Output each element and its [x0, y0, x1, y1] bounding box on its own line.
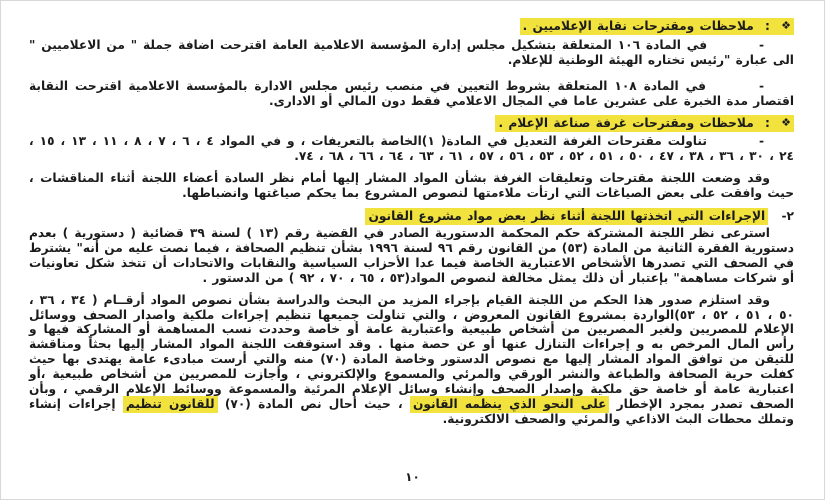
- highlighted-phrase: على النحو الذي ينظمه القانون: [410, 396, 609, 413]
- heading-separator: :: [765, 19, 770, 33]
- paragraph-text: وقد استلزم صدور هذا الحكم من اللجنة القيام بإجراء المزيد من البحث والدراسة بشأن نصوص المواد أرقــام ( ٣٤ ، ٣٦ ، ٥٠ ، ٥١ ، ٥٢ ، ٥٣)الواردة بمشروع القانون المعروض ، والتي تناولت جميعها تنظيم إجراءات ملكية واصدار الصحف ووسائل الإعلام للمصريين ولغير المصريين من أشخاص طبيعية واعتبارية عامة أو خاصة وحددت نسب المساهمة أو المشاركة فيها و رأس المال المرخص به و إجراءات التنازل عنها أو عن حصة منها . وقد استوقفت اللجنة المواد المشار إليها بحثاً ومناقشة للتيقن من توافق المواد المشار إليها مع نصوص الدستور وخاصة المادة (٧٠) منه والتي أرست مبادىء عامة يهتدى بها حيث كفلت حرية الصحافة والطباعة والنشر الورقي والمرئي والمسموع والإلكتروني ، وأجازت للمصريين من أشخاص طبيعية ،أو اعتبارية عامة أو خاصة حق ملكية وإصدار الصحف وإنشاء وسائل الإعلام المرئية والمسموعة ووسائط الإعلام الرقمي ، وبأن الصحف تصدر بمجرد الإخطار: [29, 292, 794, 411]
- dash-bullet-icon: -: [758, 37, 764, 52]
- paragraph-committee-review: وقد وضعت اللجنة مقترحات وتعليقات الغرفة بشأن المواد المشار إليها أمام نظر السادة أعضاء اللجنة أثناء المناقشات ، حيث وافقت على بعض الصياغات التي ارتأت ملاءمتها لنصوص المشروع بما يحكم صياغتها وانضباطها.: [29, 171, 794, 201]
- bullet-text-chamber-amendments: تناولت مقترحات الغرفة التعديل في المادة( ١)الخاصة بالتعريفات ، و في المواد ٤ ، ٦ ، ٧ ، ٨ ، ١١ ، ١٣ ، ١٥ ، ٢٤ ، ٣٠ ، ٣٦ ، ٣٨ ، ٤٧ ، ٥٠ ، ٥١ ، ٥٢ ، ٥٣ ، ٥٦ ، ٥٧ ، ٦١ ، ٦٣ ، ٦٤ ، ٦٦ ، ٦٨ ، ٧٤.: [29, 134, 794, 164]
- dash-bullet-icon: -: [758, 78, 765, 93]
- bullet-item-article-108: [29, 79, 794, 109]
- paragraph-text: ، حيث أحال نص المادة (٧٠): [217, 396, 410, 411]
- diamond-bullet-icon: ❖: [781, 19, 791, 32]
- heading-procedures: [29, 209, 794, 224]
- paragraph-articles-study: [29, 293, 794, 427]
- heading-chamber-notes: [29, 116, 794, 132]
- heading-separator: :: [765, 115, 770, 130]
- heading-procedures-text: الإجراءات التي اتخذتها اللجنة أثناء نظر بعض مواد مشروع القانون: [365, 208, 768, 225]
- heading-chamber-text: ملاحظات ومقترحات غرفة صناعة الإعلام .: [498, 115, 754, 130]
- bullet-text-article-106: في المادة ١٠٦ المتعلقة بتشكيل مجلس إدارة المؤسسة الاعلامية العامة اقترحت اضافة جملة " من الاعلاميين " الى عبارة "رئيس تختاره الهيئة الوطنية للإعلام.: [29, 37, 794, 67]
- bullet-item-article-106: [29, 38, 794, 68]
- paragraph-text: إجراءات إنشاء وتملك محطات البث الاذاعي والمرئي والصحف الالكترونية.: [29, 396, 794, 426]
- section-number: ٢-: [781, 209, 794, 224]
- heading-syndicate-notes: [29, 19, 794, 35]
- bullet-text-article-108: في المادة ١٠٨ المتعلقة بشروط التعيين في منصب رئيس مجلس الادارة بالمؤسسة الاعلامية اقترحت النقابة اقتصار مدة الخبرة على عشرين عاما في المجال الاعلامي فقط دون المالي أو الادارى.: [29, 78, 794, 108]
- heading-syndicate-text: ملاحظات ومقترحات نقابة الإعلاميين .: [522, 19, 754, 33]
- paragraph-court-ruling: استرعى نظر اللجنة المشتركة حكم المحكمة الدستورية الصادر في القضية رقم (١٣ ) لسنة ٣٩ قضائية ( دستورية ) بعدم دستورية الفقرة الثانية من المادة (٥٣) من القانون رقم ٩٦ لسنة ١٩٩٦ بشأن تنظيم الصحافة ، فيما نصت عليه من أنه" يشترط في الصحف التي تصدرها الأشخاص الاعتبارية الخاصة فيما عدا الأحزاب السياسية والنقابات والاتحادات أن تتخذ شكل تعاونيات أو شركات مساهمة" بإعتبار أن ذلك يمثل مخالفة لنصوص المواد(٥٣ ، ٦٥ ، ٧٠ ، ٩٢ ) من الدستور .: [29, 225, 794, 285]
- dash-bullet-icon: -: [758, 134, 765, 149]
- diamond-bullet-icon: ❖: [781, 115, 791, 129]
- highlighted-phrase: للقانون تنظيم: [123, 396, 218, 413]
- bullet-item-chamber-amendments: [29, 134, 794, 164]
- page-number: ١٠: [405, 470, 420, 485]
